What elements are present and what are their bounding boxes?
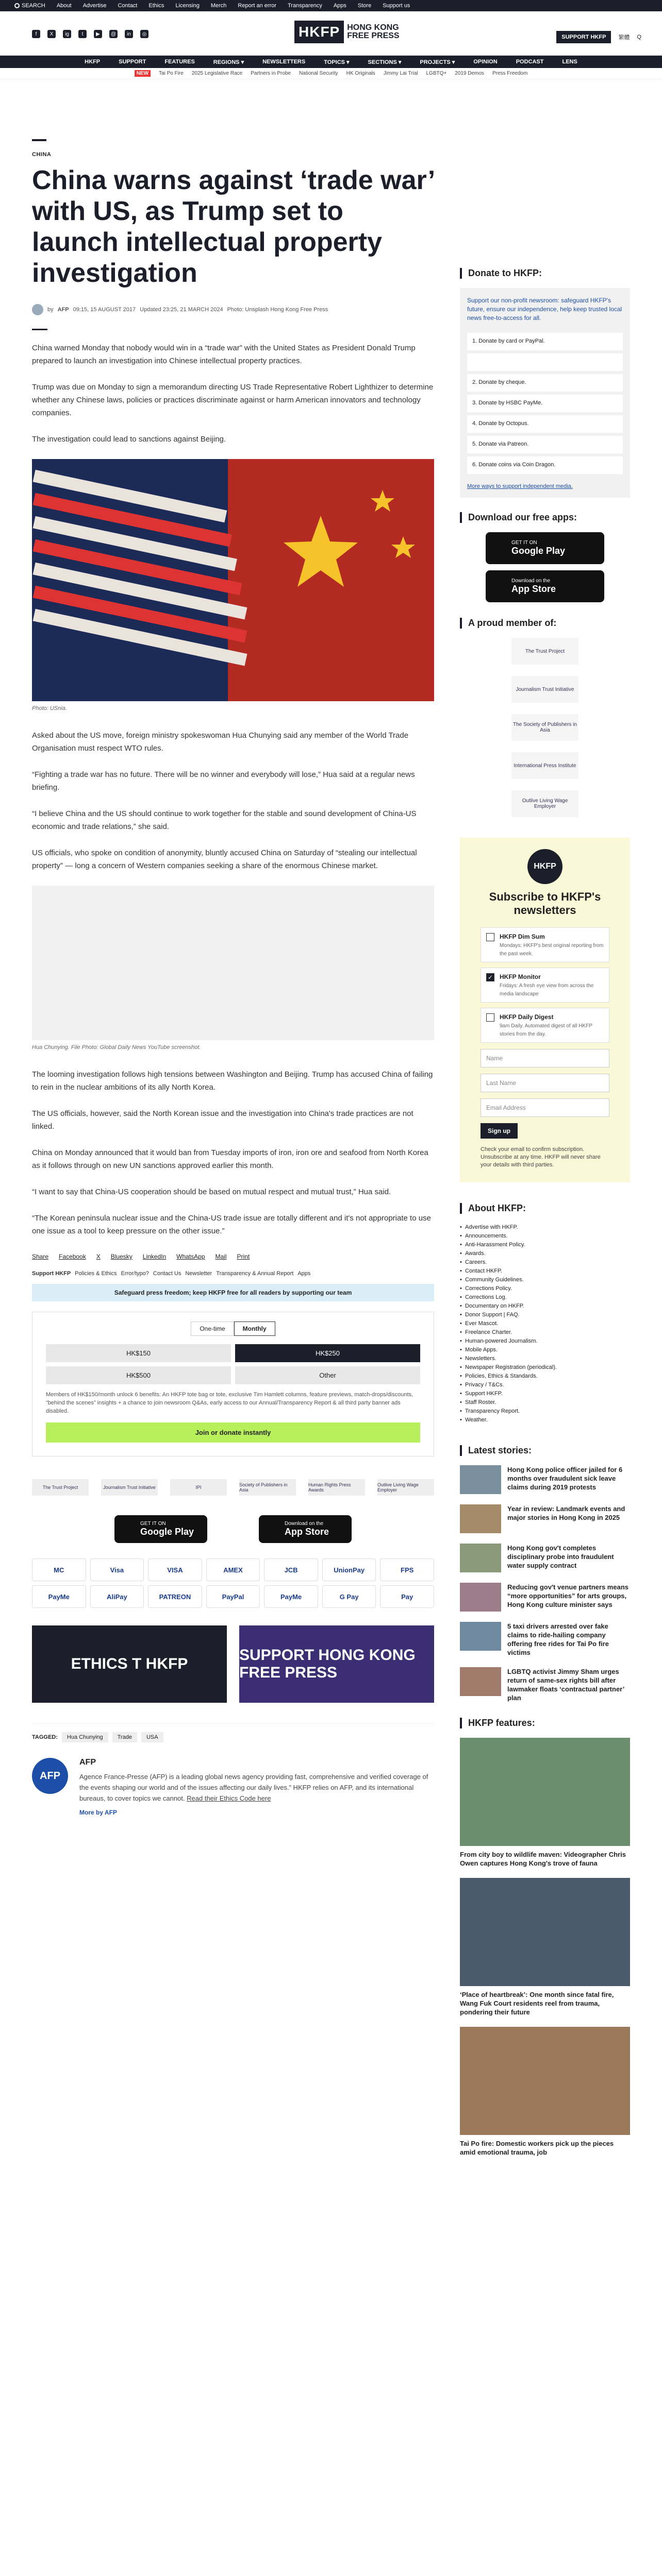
article — [32, 139, 434, 1816]
about-link[interactable]: • Mobile Apps. — [460, 1346, 630, 1354]
newsletter-title: Subscribe to HKFP's newsletters — [489, 890, 601, 917]
payment-method[interactable]: UnionPay — [322, 1558, 376, 1581]
story-title[interactable]: 5 taxi drivers arrested over fake claims to ride-hailing company offering free rides for Tai Po fire victims — [507, 1622, 609, 1656]
tag[interactable]: Trade — [112, 1732, 137, 1742]
donation-widget — [32, 1312, 434, 1456]
logo-box: HKFP — [294, 21, 344, 43]
about-link[interactable]: • Community Guidelines. — [460, 1276, 630, 1284]
nav-item[interactable]: HKFP — [85, 59, 101, 65]
publish-date: 09:15, 15 AUGUST 2017 — [73, 307, 136, 313]
story-item[interactable] — [460, 1504, 630, 1533]
story-item[interactable] — [460, 1465, 630, 1494]
topbar-link[interactable]: Ethics — [148, 3, 164, 9]
about-link[interactable]: • Human-powered Journalism. — [460, 1337, 630, 1346]
donate-option[interactable]: 2. Donate by cheque. — [467, 374, 623, 392]
signup-button[interactable]: Sign up — [481, 1123, 518, 1139]
payment-method[interactable]: MC — [32, 1558, 86, 1581]
amount-option[interactable]: HK$500 — [46, 1366, 231, 1384]
email-field[interactable]: Email Address — [481, 1098, 609, 1117]
story-thumbnail[interactable] — [460, 1465, 501, 1494]
top-utility-bar — [0, 0, 662, 11]
about-link[interactable]: • Staff Roster. — [460, 1398, 630, 1407]
header-actions — [556, 31, 641, 43]
feature-image[interactable] — [460, 2027, 630, 2135]
paragraph: China on Monday announced that it would ban from Tuesday imports of iron, iron ore and seafood from North Korea as it follows through on new UN sanctions approved earlier this month. — [32, 1148, 428, 1170]
frequency-tabs — [46, 1321, 420, 1336]
paragraph: Trump was due on Monday to sign a memorandum directing US Trade Representative Robert Lighthizer to determine whether any Chinese laws, policies or practices discriminate against or harm American innovators and technology companies. — [32, 383, 434, 417]
donate-option[interactable] — [467, 353, 623, 371]
logo-text: HONG KONG FREE PRESS — [347, 23, 400, 40]
paragraph: The looming investigation follows high tensions between Washington and Beijing. Trump has accused China of failing to rein in the nuclear ambitions of its ally North Korea. — [32, 1070, 433, 1092]
author-link[interactable]: AFP — [57, 307, 69, 313]
member-heading: A proud member of: — [460, 618, 630, 629]
payment-method[interactable]: PayMe — [32, 1585, 86, 1608]
donate-option[interactable]: 4. Donate by Octopus. — [467, 415, 623, 433]
paragraph: “I want to say that China-US cooperation should be based on mutual respect and mutual trust,” Hua said. — [32, 1188, 391, 1196]
footer-links — [32, 1270, 434, 1277]
linkedin-icon[interactable]: in — [125, 30, 133, 38]
feature-image[interactable] — [460, 1738, 630, 1846]
trending-item[interactable]: LGBTQ+ — [426, 71, 447, 76]
feature-item[interactable] — [460, 1738, 630, 1868]
footer-link[interactable]: Contact Us — [153, 1270, 181, 1277]
story-item[interactable] — [460, 1667, 630, 1702]
tag[interactable]: Hua Chunying — [62, 1732, 108, 1742]
trending-item[interactable]: Partners in Probe — [251, 71, 291, 76]
newsletter-option[interactable]: HKFP Daily Digest 9am Daily. Automated digest of all HKFP stories from the day. — [481, 1008, 609, 1043]
donate-heading: Donate to HKFP: — [460, 268, 630, 279]
trending-item[interactable]: Jimmy Lai Trial — [383, 71, 418, 76]
more-ways-link[interactable]: More ways to support independent media. — [467, 483, 573, 489]
features-heading: HKFP features: — [460, 1718, 630, 1728]
ethics-code-link[interactable]: Read their Ethics Code here — [187, 1794, 271, 1802]
about-link[interactable]: • Advertise with HKFP. — [460, 1223, 630, 1232]
checkbox[interactable] — [486, 933, 494, 941]
share-bluesky[interactable]: Bluesky — [110, 1253, 133, 1260]
checkbox[interactable] — [486, 1013, 494, 1022]
site-logo[interactable] — [294, 21, 400, 43]
footer-link[interactable]: Error/typo? — [121, 1270, 149, 1277]
youtube-icon[interactable]: ▶ — [94, 30, 102, 38]
story-thumbnail[interactable] — [460, 1667, 501, 1696]
feature-item[interactable] — [460, 2027, 630, 2157]
about-link[interactable]: • Transparency Report. — [460, 1407, 630, 1416]
category-rule — [32, 139, 46, 141]
name-field[interactable]: Name — [481, 1049, 609, 1067]
paragraph: “The Korean peninsula nuclear issue and the China-US trade issue are totally different and it's not appropriate to use one issue as a tool to keep pressure on the other issue.” — [32, 1214, 431, 1235]
member-logo[interactable]: The Society of Publishers in Asia — [511, 714, 578, 741]
topbar-search[interactable]: SEARCH — [14, 3, 45, 9]
feature-image[interactable] — [460, 1878, 630, 1986]
about-link[interactable]: • Support HKFP. — [460, 1389, 630, 1398]
article-category[interactable]: CHINA — [32, 151, 52, 158]
telegram-icon[interactable]: t — [78, 30, 87, 38]
tab-monthly[interactable]: Monthly — [234, 1321, 275, 1336]
payment-method[interactable]: Visa — [90, 1558, 144, 1581]
topbar-link[interactable]: Transparency — [287, 3, 322, 9]
google-play-button[interactable]: GET IT ON Google Play — [114, 1515, 207, 1543]
search-icon — [14, 3, 20, 8]
feature-item[interactable] — [460, 1878, 630, 2016]
amount-option[interactable]: Other — [235, 1366, 420, 1384]
story-thumbnail[interactable] — [460, 1583, 501, 1612]
nav-item[interactable]: REGIONS ▾ — [213, 59, 244, 65]
amount-option[interactable]: HK$150 — [46, 1344, 231, 1362]
language-toggle[interactable]: 繁體 — [618, 35, 630, 41]
donate-option[interactable]: 6. Donate coins via Coin Dragon. — [467, 456, 623, 474]
story-title[interactable]: LGBTQ activist Jimmy Sham urges return of same-sex rights bill after lawmaker floats ‘contractual partner’ plan — [507, 1668, 624, 1702]
newsletter-signup — [460, 838, 630, 1182]
nav-item[interactable]: FEATURES — [164, 59, 195, 65]
story-thumbnail[interactable] — [460, 1504, 501, 1533]
checkbox-checked[interactable]: ✓ — [486, 973, 494, 981]
nav-item[interactable]: PODCAST — [516, 59, 544, 65]
byline — [32, 304, 434, 315]
embedded-video-placeholder[interactable] — [32, 886, 434, 1040]
story-title[interactable]: Hong Kong gov't completes disciplinary probe into fraudulent water supply contract — [507, 1544, 614, 1569]
author-box — [32, 1758, 434, 1816]
payment-method[interactable]: Pay — [380, 1585, 434, 1608]
feature-title[interactable]: Tai Po fire: Domestic workers pick up the pieces amid emotional trauma, job — [460, 2140, 614, 2156]
feature-stories — [460, 1738, 630, 2157]
updated-date: Updated 23:25, 21 MARCH 2024 — [140, 307, 223, 313]
paragraph: China warned Monday that nobody would win in a “trade war” with the United States as President Donald Trump prepared to launch an investigation into Chinese intellectual property practices. — [32, 344, 416, 365]
trending-item[interactable]: Tai Po Fire — [159, 71, 184, 76]
amount-options — [46, 1344, 420, 1384]
latest-stories — [460, 1465, 630, 1702]
footer-link[interactable]: Transparency & Annual Report — [216, 1270, 294, 1277]
payment-method[interactable]: JCB — [264, 1558, 318, 1581]
paragraph: The US officials, however, said the North Korean issue and the investigation into China's trade practices are not linked. — [32, 1109, 413, 1131]
member-logo[interactable]: IPI — [170, 1479, 227, 1496]
share-facebook[interactable]: Facebook — [59, 1253, 86, 1260]
tags — [32, 1723, 434, 1742]
footer-link[interactable]: Support HKFP — [32, 1270, 71, 1277]
flags-illustration — [32, 459, 434, 701]
app-store-button[interactable]: Download on the App Store — [259, 1515, 352, 1543]
donate-option[interactable]: 1. Donate by card or PayPal. — [467, 333, 623, 350]
x-icon[interactable]: X — [47, 30, 56, 38]
member-logo[interactable]: Outlive Living Wage Employer — [511, 790, 578, 817]
about-link[interactable]: • Weather. — [460, 1416, 630, 1425]
threads-icon[interactable]: @ — [109, 30, 118, 38]
member-logo[interactable]: Outlive Living Wage Employer — [377, 1479, 434, 1496]
trending-item[interactable]: 2025 Legislative Race — [191, 71, 243, 76]
social-links — [32, 30, 148, 38]
topbar-link[interactable]: Store — [357, 3, 372, 9]
story-title[interactable]: Reducing gov't venue partners means “more opportunities” for arts groups, Hong Kong culture minister says — [507, 1583, 628, 1608]
apps-heading: Download our free apps: — [460, 512, 630, 523]
about-link[interactable]: • Newsletters. — [460, 1354, 630, 1363]
donate-option[interactable]: 5. Donate via Patreon. — [467, 436, 623, 453]
story-title[interactable]: Year in review: Landmark events and major stories in Hong Kong in 2025 — [507, 1505, 625, 1521]
rss-icon[interactable]: ◎ — [140, 30, 148, 38]
membership-note: Members of HK$150/month unlock 6 benefits: An HKFP tote bag or tote, exclusive Tim Hamlett columns, feature previews, match-drops/discounts, “behind the scenes” insights + a chance to join newsroom Q&As, early access to our Annual/Transparency Report & all third party banner ads disabled. — [46, 1392, 413, 1414]
feature-title[interactable]: ‘Place of heartbreak’: One month since fatal fire, Wang Fuk Court residents reel from trauma, pondering their future — [460, 1991, 614, 2016]
paragraph: “I believe China and the US should continue to work together for the stable and sound development of China-US economic and trade relations,” she said. — [32, 809, 417, 831]
nav-item[interactable]: LENS — [562, 59, 577, 65]
trending-item[interactable]: 2019 Demos — [455, 71, 484, 76]
app-store-buttons — [32, 1515, 434, 1543]
payment-methods — [32, 1558, 434, 1608]
separator — [32, 329, 47, 330]
newsletter-option[interactable]: HKFP Dim Sum Mondays: HKFP's best original reporting from the past week. — [481, 927, 609, 962]
about-link[interactable]: • Newspaper Registration (periodical). — [460, 1363, 630, 1372]
article-title: China warns against ‘trade war’ with US, as Trump set to launch intellectual property investigation — [32, 165, 434, 288]
footer-link[interactable]: Apps — [297, 1270, 311, 1277]
about-link[interactable]: • Careers. — [460, 1258, 630, 1267]
paragraph: “Fighting a trade war has no future. There will be no winner and everybody will lose,” Hua said at a regular news briefing. — [32, 770, 415, 792]
trending-item[interactable]: Press Freedom — [492, 71, 528, 76]
payment-method[interactable]: VISA — [148, 1558, 202, 1581]
about-link[interactable]: • Corrections Policy. — [460, 1284, 630, 1293]
payment-method[interactable]: PayPal — [206, 1585, 260, 1608]
byline-by: by — [47, 307, 54, 313]
member-logo[interactable]: Society of Publishers in Asia — [239, 1479, 296, 1496]
share-bar — [32, 1253, 434, 1260]
about-heading: About HKFP: — [460, 1203, 630, 1214]
header-search-icon[interactable]: Q — [637, 34, 641, 40]
nav-item[interactable]: NEWSLETTERS — [262, 59, 306, 65]
paragraph: The investigation could lead to sanctions against Beijing. — [32, 435, 226, 444]
app-store-button[interactable]: Download on the App Store — [486, 570, 604, 602]
author-bio: Agence France-Presse (AFP) is a leading global news agency providing fast, comprehensive and verified coverage of the events shaping our world and of the issues affecting our daily lives.” HKFP relies on AFP, and its international bureaus, to cover topics we cannot. Read their Ethics Code here — [79, 1773, 428, 1802]
amount-option-selected[interactable]: HK$250 — [235, 1344, 420, 1362]
author-avatar — [32, 304, 43, 315]
sidebar-app-buttons — [460, 532, 630, 602]
share-whatsapp[interactable]: WhatsApp — [176, 1253, 205, 1260]
donate-intro[interactable]: Support our non-profit newsroom: safeguard HKFP's future, ensure our independence, help keep trusted local news free-to-access for all. — [467, 297, 622, 321]
paragraph: US officials, who spoke on condition of anonymity, bluntly accused China on Saturday of “stealing our intellectual property” — long a concern of Western companies seeking a share of the enormous Chinese market. — [32, 849, 417, 870]
newsletter-fine-print: Check your email to confirm subscription. Unsubscribe at any time. HKFP will never share your details with third parties. — [481, 1146, 601, 1168]
member-logo[interactable]: Human Rights Press Awards — [308, 1479, 365, 1496]
ethics-banner[interactable]: ETHICS T HKFP — [32, 1625, 227, 1703]
support-hkfp-button[interactable]: SUPPORT HKFP — [556, 31, 611, 43]
sidebar — [460, 268, 630, 2167]
topbar-link[interactable]: Licensing — [175, 3, 200, 9]
site-header — [0, 11, 662, 56]
member-logo[interactable]: International Press Institute — [511, 752, 578, 779]
more-by-author-link[interactable]: More by AFP — [79, 1809, 117, 1816]
join-donate-button[interactable]: Join or donate instantly — [46, 1422, 420, 1443]
topbar-link[interactable]: About — [56, 3, 72, 9]
share-linkedin[interactable]: LinkedIn — [142, 1253, 167, 1260]
topbar-link[interactable]: Support us — [383, 3, 410, 9]
about-link[interactable]: • Anti-Harassment Policy. — [460, 1241, 630, 1249]
image-caption: Photo: USnia. — [32, 705, 67, 711]
paragraph: Asked about the US move, foreign ministry spokeswoman Hua Chunying said any member of the World Trade Organisation must respect WTO rules. — [32, 731, 409, 753]
payment-method[interactable]: AMEX — [206, 1558, 260, 1581]
author-name[interactable]: AFP — [79, 1758, 96, 1767]
latest-heading: Latest stories: — [460, 1445, 630, 1456]
topbar-link[interactable]: Report an error — [238, 3, 276, 9]
nav-item[interactable]: TOPICS ▾ — [324, 59, 350, 65]
footer-link[interactable]: Newsletter — [185, 1270, 212, 1277]
flags-photo — [32, 459, 434, 701]
topbar-link[interactable]: Contact — [118, 3, 138, 9]
story-item[interactable] — [460, 1544, 630, 1572]
nav-item[interactable]: OPINION — [473, 59, 498, 65]
support-banner[interactable]: SUPPORT HONG KONG FREE PRESS — [239, 1625, 434, 1703]
member-logo[interactable]: Journalism Trust Initiative — [101, 1479, 158, 1496]
story-item[interactable] — [460, 1583, 630, 1612]
about-link[interactable]: • Corrections Log. — [460, 1293, 630, 1302]
about-link[interactable]: • Announcements. — [460, 1232, 630, 1241]
tags-label: TAGGED: — [32, 1734, 58, 1740]
topbar-link[interactable]: Apps — [333, 3, 346, 9]
trending-item[interactable]: National Security — [299, 71, 338, 76]
tag[interactable]: USA — [141, 1732, 163, 1742]
about-link[interactable]: • Donor Support | FAQ. — [460, 1311, 630, 1319]
share-x[interactable]: X — [96, 1253, 101, 1260]
trending-nav — [0, 68, 662, 79]
donate-option[interactable]: 3. Donate by HSBC PayMe. — [467, 395, 623, 412]
about-list — [460, 1223, 630, 1425]
tab-one-time[interactable]: One-time — [191, 1321, 234, 1336]
topbar-link[interactable]: Merch — [210, 3, 227, 9]
last-name-field[interactable]: Last Name — [481, 1074, 609, 1092]
share-label[interactable]: Share — [32, 1253, 49, 1260]
facebook-icon[interactable]: f — [32, 30, 40, 38]
about-link[interactable]: • Freelance Charter. — [460, 1328, 630, 1337]
share-print[interactable]: Print — [237, 1253, 250, 1260]
member-logos-row — [32, 1477, 434, 1498]
about-link[interactable]: • Contact HKFP. — [460, 1267, 630, 1276]
promo-banners — [32, 1625, 434, 1703]
payment-method[interactable]: AliPay — [90, 1585, 144, 1608]
nav-item[interactable]: SECTIONS ▾ — [368, 59, 402, 65]
payment-method[interactable]: G Pay — [322, 1585, 376, 1608]
story-title[interactable]: Hong Kong police officer jailed for 6 months over fraudulent sick leave claims during 2019 protests — [507, 1466, 623, 1491]
story-thumbnail[interactable] — [460, 1544, 501, 1572]
newsletter-option[interactable]: ✓ HKFP Monitor Fridays: A fresh eye view from across the media landscape — [481, 968, 609, 1003]
feature-title[interactable]: From city boy to wildlife maven: Videographer Chris Owen captures Hong Kong's trove of fauna — [460, 1851, 626, 1867]
google-play-button[interactable]: GET IT ON Google Play — [486, 532, 604, 564]
payment-method[interactable]: PATREON — [148, 1585, 202, 1608]
image-caption: Hua Chunying. File Photo: Global Daily News YouTube screenshot. — [32, 1044, 201, 1050]
trending-item[interactable]: HK Originals — [346, 71, 375, 76]
topbar-link[interactable]: Advertise — [82, 3, 107, 9]
member-logos — [460, 638, 630, 817]
about-link[interactable]: • Privacy / T&Cs. — [460, 1381, 630, 1389]
payment-method[interactable]: PayMe — [264, 1585, 318, 1608]
about-link[interactable]: • Documentary on HKFP. — [460, 1302, 630, 1311]
main-nav — [0, 56, 662, 68]
share-mail[interactable]: Mail — [215, 1253, 227, 1260]
member-logo[interactable]: Journalism Trust Initiative — [511, 676, 578, 703]
member-logo[interactable]: The Trust Project — [511, 638, 578, 665]
press-freedom-banner[interactable]: Safeguard press freedom; keep HKFP free for all readers by supporting our team — [32, 1284, 434, 1301]
member-logo[interactable]: The Trust Project — [32, 1479, 89, 1496]
donate-options — [460, 288, 630, 498]
about-link[interactable]: • Ever Mascot. — [460, 1319, 630, 1328]
author-logo[interactable]: AFP — [32, 1758, 68, 1794]
payment-method[interactable]: FPS — [380, 1558, 434, 1581]
nav-item[interactable]: SUPPORT — [119, 59, 146, 65]
hkfp-logo: HKFP — [527, 849, 562, 884]
nav-item[interactable]: PROJECTS ▾ — [420, 59, 455, 65]
story-thumbnail[interactable] — [460, 1622, 501, 1651]
about-link[interactable]: • Awards. — [460, 1249, 630, 1258]
new-badge: NEW — [135, 70, 151, 77]
instagram-icon[interactable]: ig — [63, 30, 71, 38]
photo-note: Photo: Unsplash Hong Kong Free Press — [227, 307, 328, 313]
footer-link[interactable]: Policies & Ethics — [75, 1270, 117, 1277]
about-link[interactable]: • Policies, Ethics & Standards. — [460, 1372, 630, 1381]
story-item[interactable] — [460, 1622, 630, 1657]
